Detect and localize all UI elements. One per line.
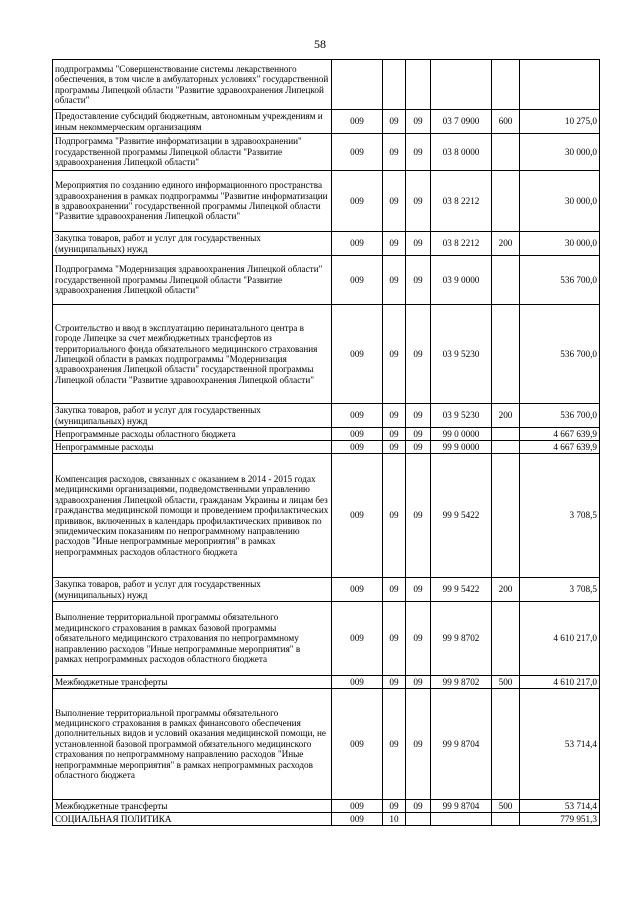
row-target-code: 99 9 8704 xyxy=(431,800,492,813)
row-ministry-code: 009 xyxy=(332,454,383,578)
row-expense-type xyxy=(492,441,520,454)
row-description: Мероприятия по созданию единого информационного пространства здравоохранения в рамках подпрограммы "Развитие информатизации в здравоохранении" государственной программы Липецкой области "Развитие здравоохранения Липецкой области" xyxy=(53,171,332,232)
row-target-code: 03 8 0000 xyxy=(431,134,492,171)
row-section-code: 09 xyxy=(383,454,406,578)
table-row xyxy=(53,305,600,404)
row-expense-type xyxy=(492,256,520,305)
row-target-code: 03 8 2212 xyxy=(431,232,492,256)
table-row xyxy=(53,578,600,602)
row-expense-type xyxy=(492,689,520,800)
row-expense-type xyxy=(492,602,520,676)
table-row xyxy=(53,441,600,454)
row-target-code: 03 9 5230 xyxy=(431,305,492,404)
row-section-code: 09 xyxy=(383,232,406,256)
row-amount: 10 275,0 xyxy=(520,110,600,134)
row-ministry-code: 009 xyxy=(332,676,383,689)
row-target-code: 03 9 5230 xyxy=(431,404,492,428)
row-description: Закупка товаров, работ и услуг для государственных (муниципальных) нужд xyxy=(53,404,332,428)
table-row xyxy=(53,60,600,110)
row-subsection-code: 09 xyxy=(406,232,431,256)
row-subsection-code xyxy=(406,813,431,826)
row-amount: 3 708,5 xyxy=(520,578,600,602)
row-ministry-code: 009 xyxy=(332,578,383,602)
row-target-code: 99 0 0000 xyxy=(431,428,492,441)
row-subsection-code: 09 xyxy=(406,134,431,171)
row-section-code: 09 xyxy=(383,171,406,232)
row-section-code: 09 xyxy=(383,441,406,454)
table-row xyxy=(53,232,600,256)
table-row xyxy=(53,404,600,428)
row-description: Выполнение территориальной программы обязательного медицинского страхования в рамках базовой программы обязательного медицинского страхования по непрограммному направлению расходов "Иные непрограммные мероприятия" в рамках непрограммных расходов областного бюджета xyxy=(53,602,332,676)
row-expense-type: 200 xyxy=(492,232,520,256)
row-amount: 4 610 217,0 xyxy=(520,676,600,689)
row-target-code: 99 9 8702 xyxy=(431,602,492,676)
table-row xyxy=(53,813,600,826)
row-section-code: 09 xyxy=(383,428,406,441)
row-description: Непрограммные расходы областного бюджета xyxy=(53,428,332,441)
row-amount: 4 667 639,9 xyxy=(520,428,600,441)
row-target-code: 99 9 8702 xyxy=(431,676,492,689)
row-target-code: 03 7 0900 xyxy=(431,110,492,134)
row-amount: 536 700,0 xyxy=(520,256,600,305)
row-expense-type: 600 xyxy=(492,110,520,134)
row-amount: 4 610 217,0 xyxy=(520,602,600,676)
budget-table-body xyxy=(53,60,600,826)
row-description: Закупка товаров, работ и услуг для государственных (муниципальных) нужд xyxy=(53,578,332,602)
row-amount: 30 000,0 xyxy=(520,171,600,232)
row-target-code: 03 8 2212 xyxy=(431,171,492,232)
row-ministry-code: 009 xyxy=(332,800,383,813)
row-section-code: 09 xyxy=(383,602,406,676)
row-section-code: 10 xyxy=(383,813,406,826)
row-description: Компенсация расходов, связанных с оказанием в 2014 - 2015 годах медицинскими организациями, подведомственными управлению здравоохранения Липецкой области, гражданам Украины и лицам без гражданства медицинской помощи и проведением профилактических прививок, включенных в календарь профилактических прививок по эпидемическим показаниям по непрограммному направлению расходов "Иные непрограммные мероприятия" в рамках непрограммных расходов областного бюджета xyxy=(53,454,332,578)
table-row xyxy=(53,256,600,305)
row-subsection-code: 09 xyxy=(406,305,431,404)
row-amount xyxy=(520,60,600,110)
row-ministry-code: 009 xyxy=(332,305,383,404)
row-subsection-code: 09 xyxy=(406,454,431,578)
row-section-code: 09 xyxy=(383,689,406,800)
row-subsection-code: 09 xyxy=(406,602,431,676)
row-subsection-code: 09 xyxy=(406,800,431,813)
table-row xyxy=(53,428,600,441)
row-description: подпрограммы "Совершенствование системы лекарственного обеспечения, в том числе в амбулаторных условиях" государственной программы Липецкой области "Развитие здравоохранения Липецкой области" xyxy=(53,60,332,110)
row-description: Межбюджетные трансферты xyxy=(53,676,332,689)
row-target-code: 99 9 5422 xyxy=(431,454,492,578)
row-ministry-code: 009 xyxy=(332,689,383,800)
budget-table xyxy=(52,59,600,826)
row-expense-type xyxy=(492,305,520,404)
row-amount: 30 000,0 xyxy=(520,232,600,256)
row-section-code: 09 xyxy=(383,256,406,305)
row-description: Подпрограмма "Развитие информатизации в здравоохранении" государственной программы Липецкой области "Развитие здравоохранения Липецкой области" xyxy=(53,134,332,171)
row-amount: 4 667 639,9 xyxy=(520,441,600,454)
row-ministry-code: 009 xyxy=(332,232,383,256)
row-expense-type xyxy=(492,60,520,110)
row-amount: 536 700,0 xyxy=(520,404,600,428)
row-target-code: 99 9 0000 xyxy=(431,441,492,454)
row-expense-type xyxy=(492,171,520,232)
row-ministry-code: 009 xyxy=(332,171,383,232)
row-subsection-code: 09 xyxy=(406,110,431,134)
table-row xyxy=(53,454,600,578)
row-section-code: 09 xyxy=(383,578,406,602)
row-amount: 779 951,3 xyxy=(520,813,600,826)
row-description: СОЦИАЛЬНАЯ ПОЛИТИКА xyxy=(53,813,332,826)
table-row xyxy=(53,171,600,232)
row-description: Предоставление субсидий бюджетным, автономным учреждениям и иным некоммерческим организациям xyxy=(53,110,332,134)
page-number: 58 xyxy=(314,37,326,51)
row-subsection-code: 09 xyxy=(406,676,431,689)
row-amount: 3 708,5 xyxy=(520,454,600,578)
row-description: Непрограммные расходы xyxy=(53,441,332,454)
row-expense-type: 500 xyxy=(492,800,520,813)
row-ministry-code: 009 xyxy=(332,404,383,428)
table-row xyxy=(53,676,600,689)
row-expense-type xyxy=(492,428,520,441)
row-target-code xyxy=(431,813,492,826)
row-section-code: 09 xyxy=(383,110,406,134)
row-expense-type xyxy=(492,134,520,171)
table-row xyxy=(53,110,600,134)
table-row xyxy=(53,800,600,813)
row-section-code: 09 xyxy=(383,404,406,428)
table-row xyxy=(53,689,600,800)
row-ministry-code: 009 xyxy=(332,256,383,305)
row-ministry-code: 009 xyxy=(332,602,383,676)
row-description: Межбюджетные трансферты xyxy=(53,800,332,813)
row-expense-type: 500 xyxy=(492,676,520,689)
row-ministry-code xyxy=(332,60,383,110)
row-section-code: 09 xyxy=(383,800,406,813)
row-ministry-code: 009 xyxy=(332,110,383,134)
row-description: Закупка товаров, работ и услуг для государственных (муниципальных) нужд xyxy=(53,232,332,256)
row-target-code xyxy=(431,60,492,110)
row-subsection-code: 09 xyxy=(406,428,431,441)
row-ministry-code: 009 xyxy=(332,441,383,454)
row-description: Выполнение территориальной программы обязательного медицинского страхования в рамках финансового обеспечения дополнительных видов и условий оказания медицинской помощи, не установленной базовой программой обязательного медицинского страхования по непрограммному направлению расходов "Иные непрограммные мероприятия" в рамках непрограммных расходов областного бюджета xyxy=(53,689,332,800)
row-description: Строительство и ввод в эксплуатацию перинатального центра в городе Липецке за счет межбюджетных трансфертов из территориального фонда обязательного медицинского страхования Липецкой области в рамках подпрограммы "Модернизация здравоохранения Липецкой области" государственной программы Липецкой области "Развитие здравоохранения Липецкой области" xyxy=(53,305,332,404)
row-subsection-code: 09 xyxy=(406,171,431,232)
row-expense-type xyxy=(492,454,520,578)
row-amount: 536 700,0 xyxy=(520,305,600,404)
row-section-code: 09 xyxy=(383,305,406,404)
row-ministry-code: 009 xyxy=(332,813,383,826)
row-amount: 53 714,4 xyxy=(520,800,600,813)
row-subsection-code: 09 xyxy=(406,404,431,428)
row-subsection-code: 09 xyxy=(406,256,431,305)
row-subsection-code xyxy=(406,60,431,110)
table-row xyxy=(53,134,600,171)
row-expense-type: 200 xyxy=(492,404,520,428)
row-ministry-code: 009 xyxy=(332,134,383,171)
row-expense-type xyxy=(492,813,520,826)
row-target-code: 03 9 0000 xyxy=(431,256,492,305)
row-ministry-code: 009 xyxy=(332,428,383,441)
row-subsection-code: 09 xyxy=(406,441,431,454)
row-target-code: 99 9 8704 xyxy=(431,689,492,800)
row-section-code xyxy=(383,60,406,110)
row-section-code: 09 xyxy=(383,676,406,689)
row-subsection-code: 09 xyxy=(406,689,431,800)
row-description: Подпрограмма "Модернизация здравоохранения Липецкой области" государственной программы Липецкой области "Развитие здравоохранения Липецкой области" xyxy=(53,256,332,305)
row-amount: 53 714,4 xyxy=(520,689,600,800)
row-subsection-code: 09 xyxy=(406,578,431,602)
row-expense-type: 200 xyxy=(492,578,520,602)
row-section-code: 09 xyxy=(383,134,406,171)
row-target-code: 99 9 5422 xyxy=(431,578,492,602)
table-row xyxy=(53,602,600,676)
row-amount: 30 000,0 xyxy=(520,134,600,171)
